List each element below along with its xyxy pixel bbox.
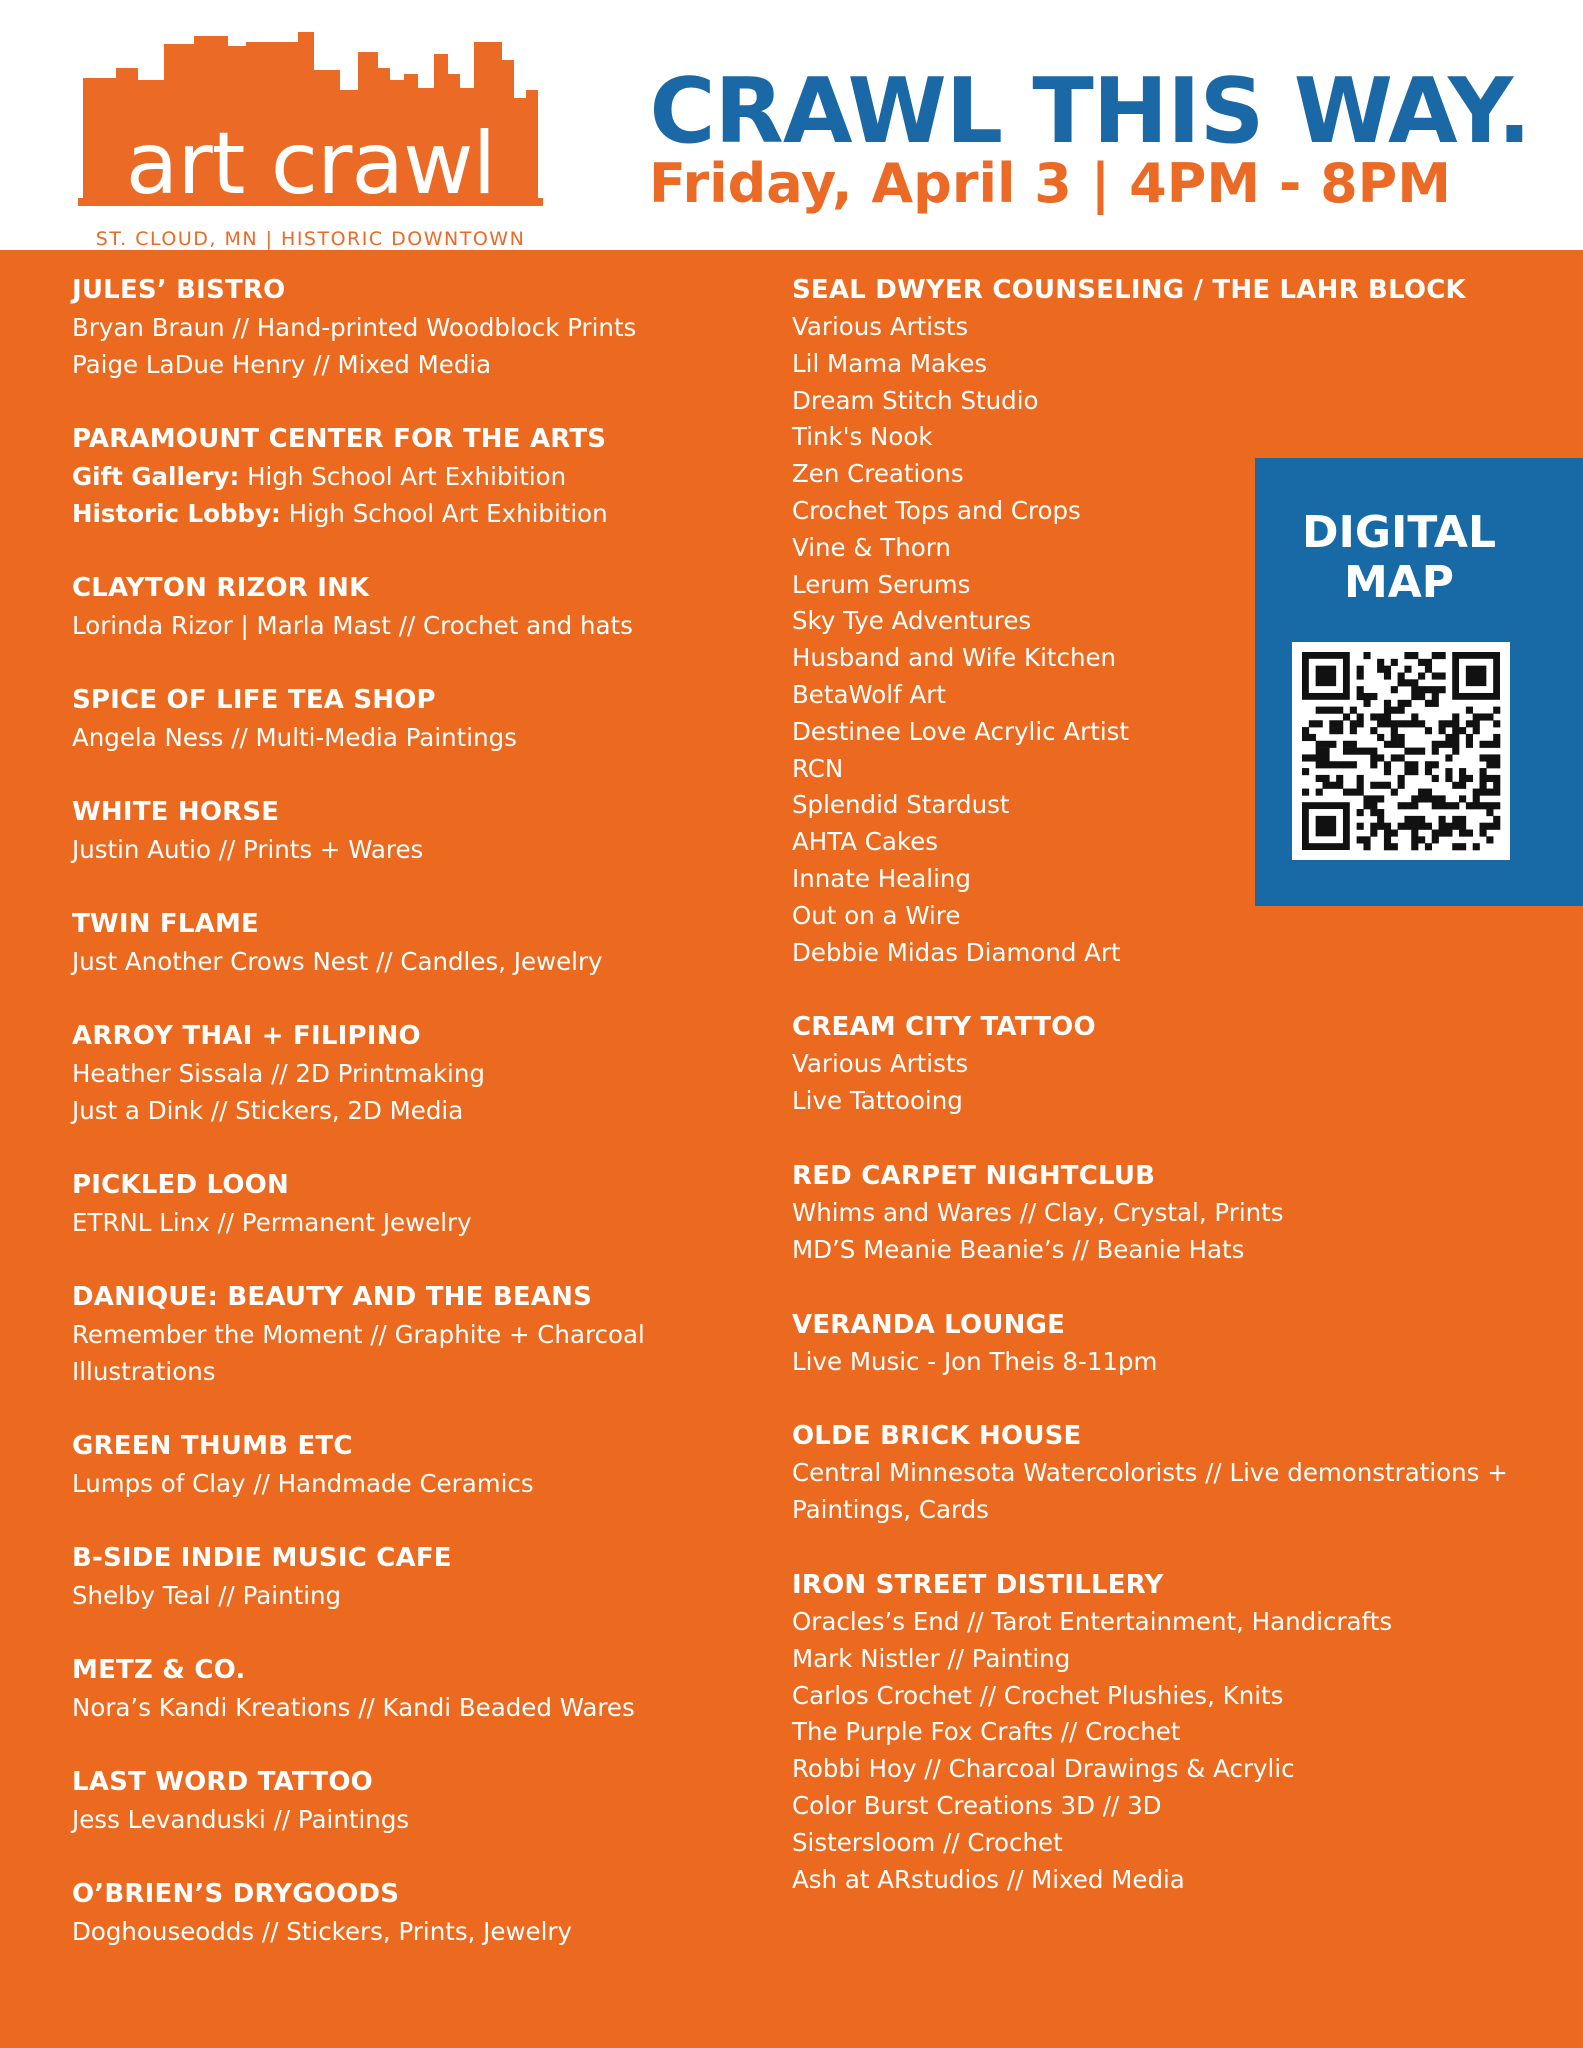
venue-name: WHITE HORSE xyxy=(72,797,280,827)
exhibit-text: High School Art Exhibition xyxy=(280,499,608,528)
venue-block xyxy=(72,1540,752,1614)
artist-line: Carlos Crochet // Crochet Plushies, Knits xyxy=(792,1680,1284,1710)
page-title: CRAWL THIS WAY. xyxy=(649,59,1531,164)
artist-line: Lerum Serums xyxy=(792,569,971,599)
venue-name: B-SIDE INDIE MUSIC CAFE xyxy=(72,1543,452,1573)
artist-line xyxy=(72,495,752,532)
artist-line: Various Artists xyxy=(792,1049,969,1079)
artist-line: Justin Autio // Prints + Wares xyxy=(72,835,424,864)
venue-name: SEAL DWYER COUNSELING / THE LAHR BLOCK xyxy=(792,275,1466,305)
artist-line: Tink's Nook xyxy=(792,422,933,452)
artist-line: Paintings, Cards xyxy=(792,1495,989,1525)
venue-name: TWIN FLAME xyxy=(72,909,259,939)
artist-line: Destinee Love Acrylic Artist xyxy=(792,716,1130,746)
venue-name: CLAYTON RIZOR INK xyxy=(72,573,370,603)
digital-map-panel[interactable] xyxy=(1255,458,1583,906)
venue-name: JULES’ BISTRO xyxy=(72,275,286,305)
artist-line: Live Music - Jon Theis 8-11pm xyxy=(792,1346,1158,1376)
qr-code-icon[interactable] xyxy=(1292,642,1510,860)
venue-block xyxy=(72,794,752,868)
venue-name: LAST WORD TATTOO xyxy=(72,1767,373,1797)
artist-line: Central Minnesota Watercolorists // Live demonstrations + xyxy=(792,1458,1508,1488)
logo-subtitle: ST. CLOUD, MN | HISTORIC DOWNTOWN xyxy=(95,228,526,250)
venue-name: CREAM CITY TATTOO xyxy=(792,1012,1096,1043)
artist-line: Debbie Midas Diamond Art xyxy=(792,937,1121,967)
venue-name: PARAMOUNT CENTER FOR THE ARTS xyxy=(72,424,607,454)
artist-line: Just Another Crows Nest // Candles, Jewelry xyxy=(72,947,603,976)
artist-line: Jess Levanduski // Paintings xyxy=(72,1805,410,1834)
venue-block xyxy=(72,682,752,756)
artist-line: Lumps of Clay // Handmade Ceramics xyxy=(72,1469,534,1498)
gallery-label: Gift Gallery: xyxy=(72,462,240,491)
venue-block xyxy=(792,1418,1552,1529)
artist-line: Remember the Moment // Graphite + Charcoal xyxy=(72,1320,645,1349)
artist-line: Innate Healing xyxy=(792,863,971,893)
artist-line: BetaWolf Art xyxy=(792,679,946,709)
header xyxy=(0,0,1583,250)
map-title-line: DIGITAL xyxy=(1301,507,1497,558)
artist-line: Paige LaDue Henry // Mixed Media xyxy=(72,350,492,379)
artist-line: Mark Nistler // Painting xyxy=(792,1643,1071,1673)
artist-line: Color Burst Creations 3D // 3D xyxy=(792,1790,1162,1820)
venue-name: DANIQUE: BEAUTY AND THE BEANS xyxy=(72,1282,592,1312)
qr-code-graphic xyxy=(1292,642,1510,860)
venue-block xyxy=(72,272,752,383)
artist-line: Oracles’s End // Tarot Entertainment, Handicrafts xyxy=(792,1606,1393,1636)
artist-line: Zen Creations xyxy=(792,459,964,489)
venue-block xyxy=(72,1876,752,1950)
venue-name: VERANDA LOUNGE xyxy=(792,1309,1066,1340)
artist-line: RCN xyxy=(792,753,844,783)
artist-line: Ash at ARstudios // Mixed Media xyxy=(792,1864,1185,1894)
venue-block xyxy=(792,1009,1552,1120)
left-column xyxy=(72,272,752,1988)
artist-line: Just a Dink // Stickers, 2D Media xyxy=(72,1096,464,1125)
venue-name: OLDE BRICK HOUSE xyxy=(792,1421,1082,1452)
venue-block xyxy=(72,1167,752,1241)
venue-name: METZ & CO. xyxy=(72,1655,246,1685)
venue-block xyxy=(72,1018,752,1129)
artist-line: Robbi Hoy // Charcoal Drawings & Acrylic xyxy=(792,1754,1295,1784)
venue-block xyxy=(792,1307,1552,1381)
artist-line: Dream Stitch Studio xyxy=(792,385,1039,415)
artist-line: Whims and Wares // Clay, Crystal, Prints xyxy=(792,1197,1284,1227)
venue-name: RED CARPET NIGHTCLUB xyxy=(792,1160,1156,1191)
venue-listing xyxy=(0,250,1583,2048)
artist-line: The Purple Fox Crafts // Crochet xyxy=(792,1717,1181,1747)
artist-line: Shelby Teal // Painting xyxy=(72,1581,342,1610)
venue-block xyxy=(72,1652,752,1726)
artist-line: Nora’s Kandi Kreations // Kandi Beaded Wares xyxy=(72,1693,635,1722)
venue-block xyxy=(72,421,752,532)
venue-block xyxy=(792,1158,1552,1269)
art-crawl-logo xyxy=(78,28,543,250)
event-date: Friday, April 3 | 4PM - 8PM xyxy=(649,152,1451,215)
artist-line: Sky Tye Adventures xyxy=(792,606,1032,636)
venue-name: IRON STREET DISTILLERY xyxy=(792,1569,1164,1600)
artist-line: Live Tattooing xyxy=(792,1086,963,1116)
artist-line: Illustrations xyxy=(72,1357,216,1386)
venue-block xyxy=(72,1279,752,1390)
artist-line: MD’S Meanie Beanie’s // Beanie Hats xyxy=(792,1234,1245,1264)
artist-line: Lil Mama Makes xyxy=(792,348,988,378)
logo-wordmark: art crawl xyxy=(125,114,496,214)
artist-line: AHTA Cakes xyxy=(792,827,939,857)
artist-line: Lorinda Rizor | Marla Mast // Crochet and hats xyxy=(72,611,633,640)
artist-line: Doghouseodds // Stickers, Prints, Jewelry xyxy=(72,1917,572,1946)
venue-name: ARROY THAI + FILIPINO xyxy=(72,1021,421,1051)
venue-block xyxy=(72,906,752,980)
artist-line: Crochet Tops and Crops xyxy=(792,495,1081,525)
artist-line: Various Artists xyxy=(792,312,969,341)
venue-block xyxy=(792,1567,1552,1898)
venue-name: PICKLED LOON xyxy=(72,1170,289,1200)
venue-name: O’BRIEN’S DRYGOODS xyxy=(72,1879,400,1909)
artist-line: Bryan Braun // Hand-printed Woodblock Prints xyxy=(72,313,637,342)
venue-block xyxy=(72,1764,752,1838)
artist-line: ETRNL Linx // Permanent Jewelry xyxy=(72,1208,472,1237)
gallery-label: Historic Lobby: xyxy=(72,499,281,528)
artist-line: Splendid Stardust xyxy=(792,790,1010,820)
venue-block xyxy=(72,1428,752,1502)
exhibit-text: High School Art Exhibition xyxy=(239,462,567,491)
venue-name: GREEN THUMB ETC xyxy=(72,1431,353,1461)
artist-line: Vine & Thorn xyxy=(792,532,951,562)
artist-line: Heather Sissala // 2D Printmaking xyxy=(72,1059,485,1088)
artist-line xyxy=(72,458,752,495)
map-title-line: MAP xyxy=(1343,557,1455,608)
artist-line: Sistersloom // Crochet xyxy=(792,1827,1063,1857)
digital-map-title xyxy=(1255,508,1543,608)
venue-block xyxy=(72,570,752,644)
artist-line: Out on a Wire xyxy=(792,900,961,930)
artist-line: Husband and Wife Kitchen xyxy=(792,643,1117,673)
artist-line: Angela Ness // Multi-Media Paintings xyxy=(72,723,517,752)
venue-name: SPICE OF LIFE TEA SHOP xyxy=(72,685,436,715)
